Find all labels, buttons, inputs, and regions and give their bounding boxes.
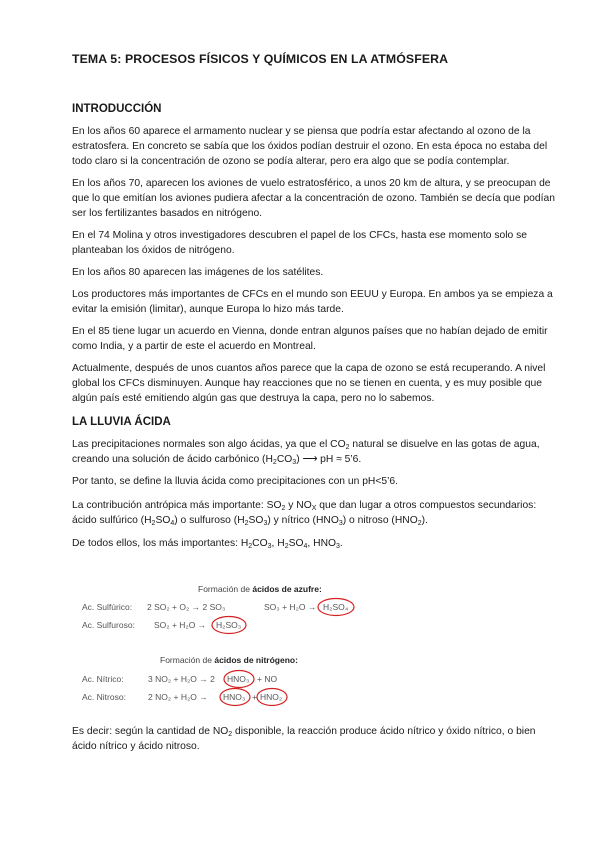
section-heading-introduccion: INTRODUCCIÓN [72,103,162,115]
row2-equation: SO₂ + H₂O → [154,620,207,630]
paragraph: Por tanto, se define la lluvia ácida como precipitaciones con un pH<5’6. [72,476,398,487]
row2-label: Ac. Sulfuroso: [82,620,135,630]
row1-label: Ac. Sulfúrico: [82,602,133,612]
paragraph: Es decir: según la cantidad de $NO_2$ disponible, la reacción produce ácido nítrico y óxido nítrico, o bien ácido nítrico y ácido nitroso. [72,726,536,752]
row2-product: H₂SO₃ [216,620,242,630]
row3-label: Ac. Nítrico: [82,674,124,684]
azufre-title: Formación de ácidos de azufre: [198,584,322,594]
paragraph: En los años 80 aparecen las imágenes de los satélites. [72,267,324,278]
row4-product-1: HNO₃ [223,692,246,702]
reactions-figure [80,583,380,709]
reactions-svg [80,583,380,709]
row4-equation: 2 NO₂ + H₂O → [148,692,208,702]
paragraph: De todos ellos, los más importantes: $H_2CO_3$, $H_2SO_4$, $HNO_3$. [72,538,343,550]
paragraph: Actualmente, después de unos cuantos años parece que la capa de ozono se está recuperando. A nivel global los CFCs disminuyen. Aunque hay reacciones que no se tienen en cuenta, y es muy posible que algún país esté emitiendo algún gas que destruya la capa, pero no lo sabemos. [72,363,546,404]
paragraph: Las precipitaciones normales son algo ácidas, ya que el $CO_2$ natural se disuelve en las gotas de agua, creando una solución de ácido carbónico $(H_2CO_3)$ ⟶ pH ≈ 5’6. [72,439,540,466]
paragraph: La contribución antrópica más importante: $SO_2$ y $NO_X$ que dan lugar a otros compuestos secundarios: ácido sulfúrico $(H_2SO_4)$ o sulfuroso $(H_2SO_3)$ y nítrico $(HNO_3)$ o nitroso $(HNO_2)$. [72,500,537,527]
page-title: TEMA 5: PROCESOS FÍSICOS Y QUÍMICOS EN LA ATMÓSFERA [72,52,449,66]
paragraph: En los años 70, aparecen los aviones de vuelo estratosférico, a unos 20 km de altura, y se preocupan de que lo que emitían los aviones pudiera afectar a la concentración de ozono. También se decía que podían ser los fertilizantes basados en nitrógeno. [72,178,555,219]
row4-product-2: HNO₂ [260,692,283,702]
document-page-footer-text [72,724,562,754]
paragraph: En el 85 tiene lugar un acuerdo en Vienna, donde entran algunos países que no habían dejado de emitir como India, y a partir de este el acuerdo en Montreal. [72,326,548,352]
row4-plus: + [252,692,257,702]
paragraph: En el 74 Molina y otros investigadores descubren el papel de los CFCs, hasta ese momento solo se planteaban los óxidos de nitrógeno. [72,230,528,256]
section-heading-lluvia-acida: LA LLUVIA ÁCIDA [72,416,171,428]
row1-equation-1: 2 SO₂ + O₂ → 2 SO₃ [147,602,226,612]
row3-equation: 3 NO₂ + H₂O → 2 [148,674,215,684]
document-page [72,52,562,551]
paragraph: En los años 60 aparece el armamento nuclear y se piensa que podría estar afectando al ozono de la estratosfera. En concreto se sabía que los óxidos podían destruir el ozono. En esta época no estaba del todo claro si la concentración de ozono se podía alterar, pero era algo que se podía contemplar. [72,126,548,167]
nitrogeno-title: Formación de ácidos de nitrógeno: [160,655,298,665]
row1-product: H₂SO₄ [323,602,349,612]
row1-equation-2: SO₃ + H₂O → [264,602,317,612]
row3-product: HNO₃ [227,674,250,684]
row3-tail: + NO [257,674,278,684]
row4-label: Ac. Nitroso: [82,692,126,702]
paragraph: Los productores más importantes de CFCs en el mundo son EEUU y Europa. En ambos ya se empieza a evitar la emisión (limitar), aunque Europa lo hizo más tarde. [72,289,553,315]
